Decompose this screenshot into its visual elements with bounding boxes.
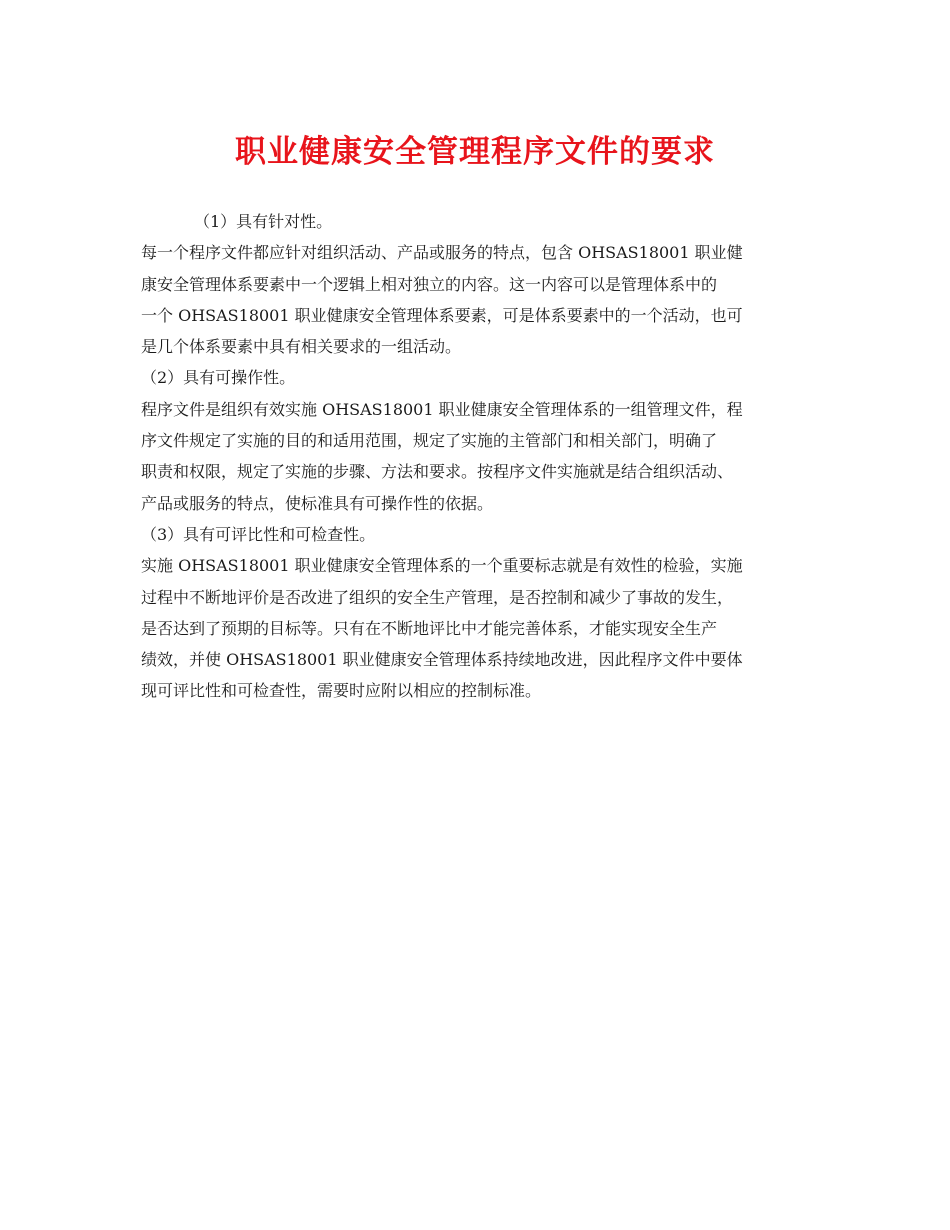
heading-1: （1）具有针对性。	[194, 212, 333, 231]
body-line: 序文件规定了实施的目的和适用范围，规定了实施的主管部门和相关部门，明确了	[141, 431, 718, 451]
body-line: 绩效，并使 OHSAS18001 职业健康安全管理体系持续地改进，因此程序文件中要体	[141, 650, 743, 670]
body-line: 是否达到了预期的目标等。只有在不断地评比中才能完善体系，才能实现安全生产	[141, 618, 718, 638]
body-line: 每一个程序文件都应针对组织活动、产品或服务的特点，包含 OHSAS18001 职业健	[141, 243, 743, 263]
document-title: 职业健康安全管理程序文件的要求	[235, 134, 715, 170]
body-line: 过程中不断地评价是否改进了组织的安全生产管理，是否控制和减少了事故的发生，	[141, 587, 734, 607]
heading-2: （2）具有可操作性。	[141, 368, 296, 388]
body-line: 程序文件是组织有效实施 OHSAS18001 职业健康安全管理体系的一组管理文件，程	[141, 399, 743, 419]
body-line: 实施 OHSAS18001 职业健康安全管理体系的一个重要标志就是有效性的检验，实施	[141, 556, 743, 576]
heading-3: （3）具有可评比性和可检查性。	[141, 524, 376, 544]
document-body	[141, 206, 831, 707]
body-line: 康安全管理体系要素中一个逻辑上相对独立的内容。这一内容可以是管理体系中的	[141, 274, 718, 294]
body-line: 职责和权限，规定了实施的步骤、方法和要求。按程序文件实施就是结合组织活动、	[141, 462, 734, 482]
body-line: 产品或服务的特点，使标准具有可操作性的依据。	[141, 493, 494, 513]
body-line: 现可评比性和可检查性，需要时应附以相应的控制标准。	[141, 681, 542, 701]
body-line: 是几个体系要素中具有相关要求的一组活动。	[141, 337, 462, 357]
body-line: 一个 OHSAS18001 职业健康安全管理体系要素，可是体系要素中的一个活动，也可	[141, 305, 743, 325]
